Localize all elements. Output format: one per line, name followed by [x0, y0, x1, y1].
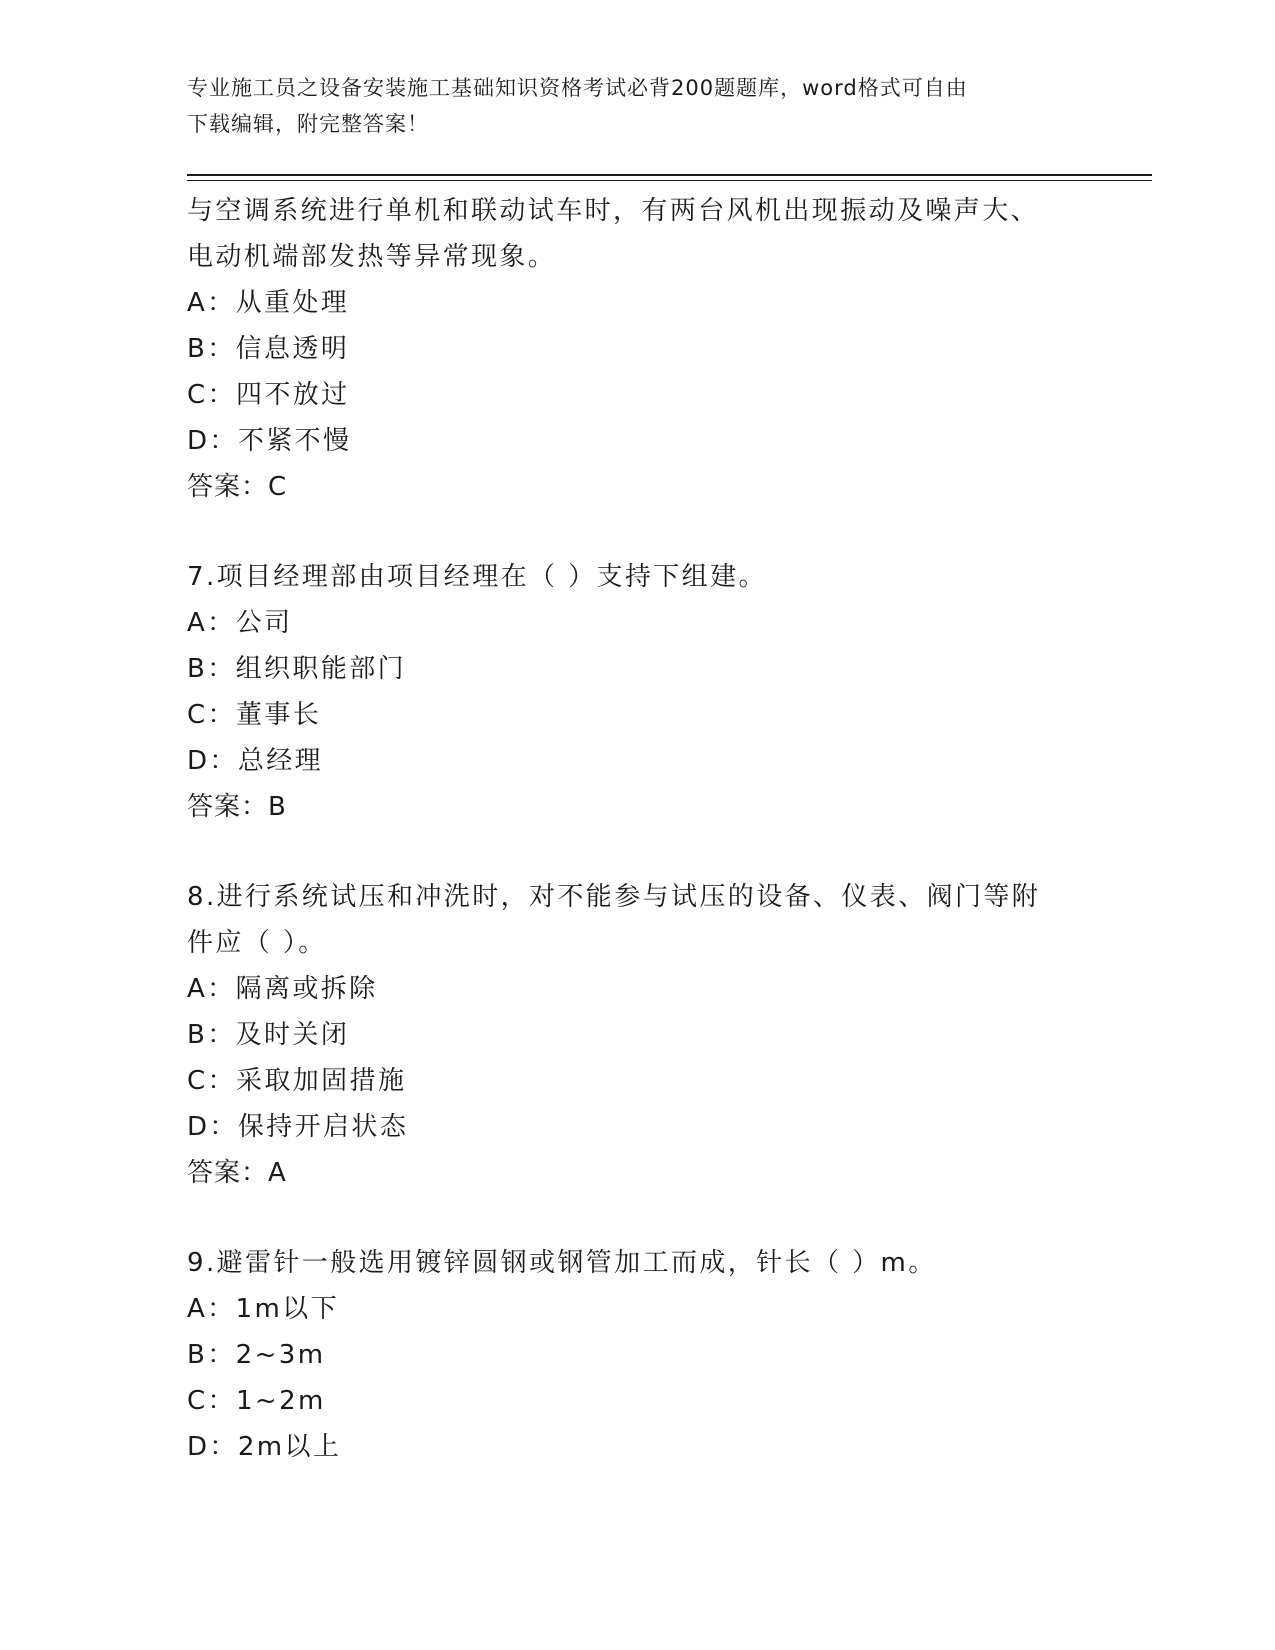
- option-d: D：2m以上: [187, 1432, 342, 1462]
- option-c: C：董事长: [187, 700, 322, 730]
- question-block-9: [187, 1240, 1087, 1470]
- option-a: A：1m以下: [187, 1294, 340, 1324]
- header-line: 下载编辑，附完整答案！: [187, 112, 429, 136]
- document-header: [187, 70, 1087, 142]
- question-block-continued: [187, 188, 1087, 510]
- option-c: C：1~2m: [187, 1386, 326, 1416]
- option-a: A：公司: [187, 608, 293, 638]
- question-stem-line: 电动机端部发热等异常现象。: [187, 242, 557, 272]
- option-b: B：2~3m: [187, 1340, 326, 1370]
- option-d: D：总经理: [187, 746, 324, 776]
- option-b: B：组织职能部门: [187, 654, 407, 684]
- option-c: C：采取加固措施: [187, 1066, 407, 1096]
- question-stem-line: 件应（ ）。: [187, 928, 327, 958]
- question-block-8: [187, 874, 1087, 1196]
- answer-line: 答案：C: [187, 472, 288, 502]
- option-a: A：隔离或拆除: [187, 974, 378, 1004]
- question-block-7: [187, 554, 1087, 830]
- option-d: D：不紧不慢: [187, 426, 352, 456]
- question-stem-line: 9.避雷针一般选用镀锌圆钢或钢管加工而成，针长（ ）m。: [187, 1248, 937, 1278]
- question-stem-line: 8.进行系统试压和冲洗时，对不能参与试压的设备、仪表、阀门等附: [187, 882, 1041, 912]
- question-stem-line: 7.项目经理部由项目经理在（ ）支持下组建。: [187, 562, 767, 592]
- header-divider: [187, 174, 1152, 176]
- question-stem-line: 与空调系统进行单机和联动试车时，有两台风机出现振动及噪声大、: [187, 196, 1040, 226]
- option-a: A：从重处理: [187, 288, 350, 318]
- option-b: B：及时关闭: [187, 1020, 350, 1050]
- option-c: C：四不放过: [187, 380, 350, 410]
- answer-line: 答案：B: [187, 792, 287, 822]
- header-divider-thin: [187, 180, 1152, 181]
- option-d: D：保持开启状态: [187, 1112, 409, 1142]
- question-list: [187, 188, 1087, 1470]
- header-line: 专业施工员之设备安装施工基础知识资格考试必背200题题库，word格式可自由: [187, 76, 968, 100]
- answer-line: 答案：A: [187, 1158, 287, 1188]
- option-b: B：信息透明: [187, 334, 350, 364]
